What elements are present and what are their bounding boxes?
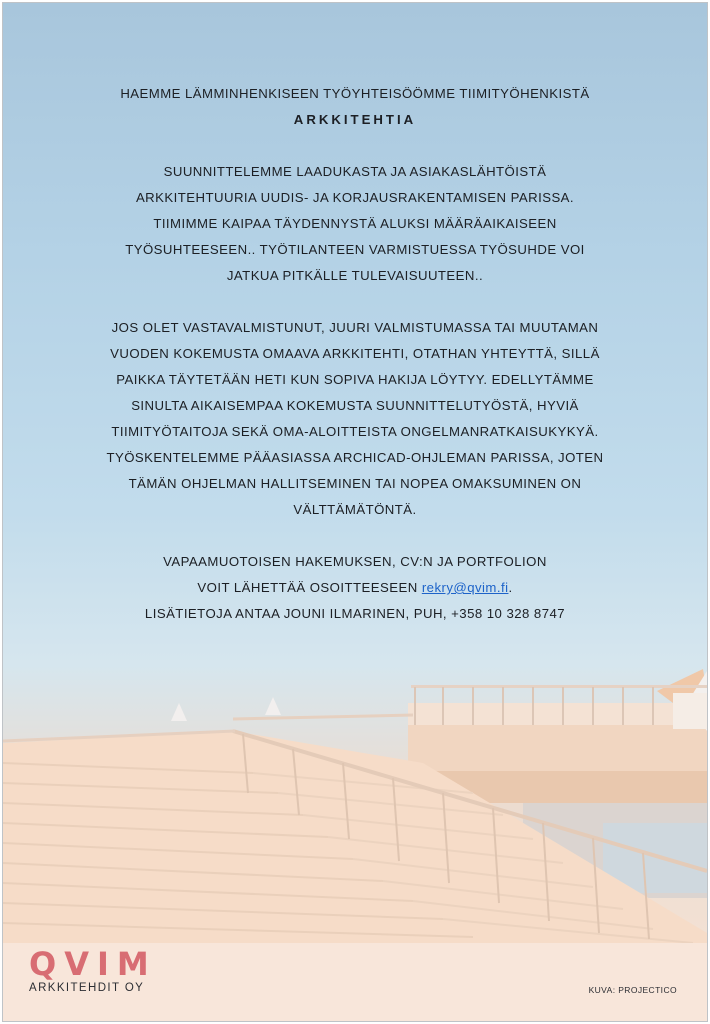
apply-line-1: VAPAAMUOTOISEN HAKEMUKSEN, CV:N JA PORTFOLION [163, 554, 547, 569]
photo-credit: KUVA: PROJECTICO [588, 985, 677, 995]
logo-mark: QVIM [29, 945, 157, 983]
paragraph2-line: PAIKKA TÄYTETÄÄN HETI KUN SOPIVA HAKIJA LÖYTYY. EDELLYTÄMME [116, 372, 594, 387]
posting-text [3, 3, 707, 627]
intro-line: HAEMME LÄMMINHENKISEEN TYÖYHTEISÖÖMME TIIMITYÖHENKISTÄ [120, 86, 590, 101]
paragraph2-line: JOS OLET VASTAVALMISTUNUT, JUURI VALMISTUMASSA TAI MUUTAMAN [111, 320, 599, 335]
job-title: ARKKITEHTIA [293, 112, 417, 127]
paragraph2-line: TIIMITYÖTAITOJA SEKÄ OMA-ALOITTEISTA ONGELMANRATKAISUKYKYÄ. [111, 424, 599, 439]
email-link[interactable]: rekry@qvim.fi [421, 580, 509, 595]
paragraph1-line: TIIMIMME KAIPAA TÄYDENNYSTÄ ALUKSI MÄÄRÄAIKAISEEN [153, 216, 557, 231]
apply-line-2-text: VOIT LÄHETTÄÄ OSOITTEESEEN [197, 580, 422, 595]
contact-line: LISÄTIETOJA ANTAA JOUNI ILMARINEN, PUH, +358 10 328 8747 [144, 606, 566, 621]
logo-subtitle: ARKKITEHDIT OY [29, 982, 145, 994]
company-logo [29, 947, 157, 995]
paragraph2-line: SINULTA AIKAISEMPAA KOKEMUSTA SUUNNITTELUTYÖSTÄ, HYVIÄ [131, 398, 579, 413]
paragraph2-line: TYÖSKENTELEMME PÄÄASIASSA ARCHICAD-OHJLEMAN PARISSA, JOTEN [106, 450, 604, 465]
paragraph2-line: TÄMÄN OHJELMAN HALLITSEMINEN TAI NOPEA OMAKSUMINEN ON [128, 476, 582, 491]
apply-line-2 [3, 575, 707, 601]
paragraph2-line: VUODEN KOKEMUSTA OMAAVA ARKKITEHTI, OTATHAN YHTEYTTÄ, SILLÄ [110, 346, 600, 361]
apply-line-2-end: . [508, 580, 513, 595]
job-posting-page [2, 2, 708, 1022]
paragraph1-line: JATKUA PITKÄLLE TULEVAISUUTEEN.. [226, 268, 484, 283]
paragraph1-line: SUUNNITTELEMME LAADUKASTA JA ASIAKASLÄHTÖISTÄ [163, 164, 547, 179]
paragraph2-line: VÄLTTÄMÄTÖNTÄ. [293, 502, 417, 517]
paragraph1-line: TYÖSUHTEESEEN.. TYÖTILANTEEN VARMISTUESSA TYÖSUHDE VOI [125, 242, 585, 257]
paragraph1-line: ARKKITEHTUURIA UUDIS- JA KORJAUSRAKENTAMISEN PARISSA. [135, 190, 575, 205]
